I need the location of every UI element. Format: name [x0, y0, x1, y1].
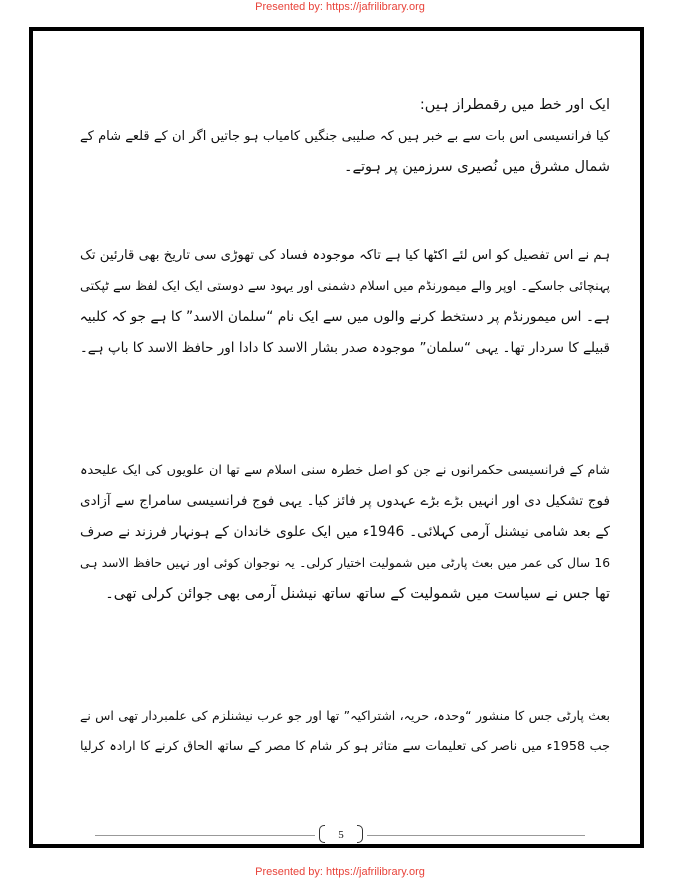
text-line: ایک اور خط میں رقمطراز ہیں:	[419, 97, 610, 113]
paragraph-4	[80, 700, 610, 762]
text-line: تھا جس نے سیاست میں شمولیت کے ساتھ ساتھ نیشنل آرمی بھی جوائن کرلی تھی۔	[105, 586, 610, 602]
footer-rule-right	[367, 835, 585, 836]
text-line: بعث پارٹی جس کا منشور “وحدہ، حریہ، اشتراکیہ” تھا اور جو عرب نیشنلزم کی علمبردار تھی اس نے	[80, 708, 610, 723]
footer-rule-left	[95, 835, 315, 836]
text-line: قبیلے کا سردار تھا۔ یہی “سلمان” موجودہ صدر بشار الاسد کا دادا اور حافظ الاسد کا باپ ہے۔	[79, 340, 610, 356]
watermark-bottom: Presented by: https://jafrilibrary.org	[255, 866, 425, 878]
text-line: کے بعد شامی نیشنل آرمی کہلائی۔ 1946ء میں ایک علوی خاندان کے ہونہار فرزند نے صرف	[80, 524, 610, 540]
page-number-box	[319, 824, 363, 846]
text-line: جب 1958ء میں ناصر کی تعلیمات سے متاثر ہو کر شام کا مصر کے ساتھ الحاق کرنے کا ارادہ کرلیا	[80, 739, 610, 754]
paragraph-2	[80, 240, 610, 364]
text-line: ہم نے اس تفصیل کو اس لئے اکٹھا کیا ہے تاکہ موجودہ فساد کی تھوڑی سی تاریخ بھی قارئین تک	[80, 248, 610, 263]
text-line: فوج تشکیل دی اور انہیں بڑے بڑے عہدوں پر فائز کیا۔ یہی فوج فرانسیسی سامراج سے آزادی	[80, 493, 610, 509]
page-number: 5	[338, 829, 344, 841]
text-line: 16 سال کی عمر میں بعث پارٹی میں شمولیت اختیار کرلی۔ یہ نوجوان کوئی اور نہیں حافظ الاسد ہی	[80, 556, 610, 570]
watermark-top: Presented by: https://jafrilibrary.org	[255, 1, 425, 13]
text-line: ہے۔ اس میمورنڈم پر دستخط کرنے والوں میں سے ایک نام “سلمان الاسد” کا ہے جو کہ کلبیہ	[79, 309, 610, 325]
page-footer	[95, 824, 585, 846]
text-line: شمال مشرق میں نُصیری سرزمین پر ہوتے۔	[344, 159, 610, 175]
paragraph-1	[80, 90, 610, 183]
brace-right-icon	[357, 825, 363, 843]
text-line: کیا فرانسیسی اس بات سے بے خبر ہیں کہ صلیبی جنگیں کامیاب ہو جاتیں اگر ان کے قلعے شام کے	[80, 129, 610, 144]
text-line: پہنچائی جاسکے۔ اوپر والے میمورنڈم میں اسلام دشمنی اور یہود سے دوستی ایک ایک لفظ سے ٹپکتی	[80, 279, 610, 294]
paragraph-3	[80, 455, 610, 610]
brace-left-icon	[319, 825, 325, 843]
text-line: شام کے فرانسیسی حکمرانوں نے جن کو اصل خطرہ سنی اسلام سے تھا ان علویوں کی ایک علیحدہ	[80, 463, 610, 478]
